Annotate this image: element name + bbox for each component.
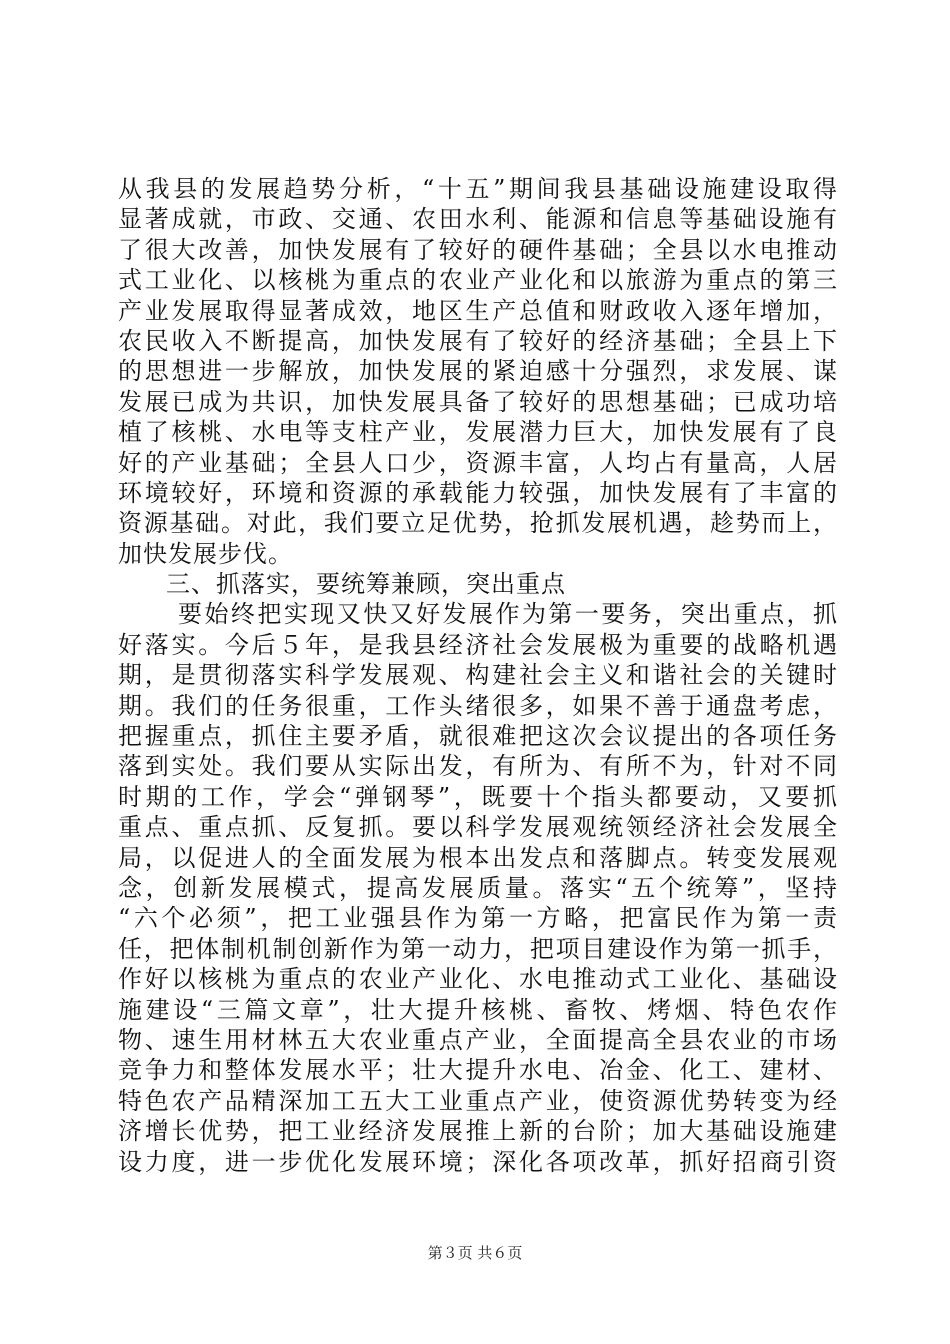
paragraph-first-line: 要始终把实现又快又好发展作为第一要务，突出重点，抓 <box>178 600 838 629</box>
text-line: 式工业化、以核桃为重点的农业产业化和以旅游为重点的第三 <box>118 266 838 295</box>
text-line: 时期的工作，学会“弹钢琴”，既要十个指头都要动，又要抓 <box>118 782 838 811</box>
body-text <box>118 174 838 1177</box>
text-line: 了很大改善，加快发展有了较好的硬件基础；全县以水电推动 <box>118 235 838 264</box>
text-line: 特色农产品精深加工五大工业重点产业，使资源优势转变为经 <box>118 1086 838 1115</box>
text-line: 重点、重点抓、反复抓。要以科学发展观统领经济社会发展全 <box>118 813 838 842</box>
text-line: 念，创新发展模式，提高发展质量。落实“五个统筹”，坚持 <box>118 873 838 902</box>
text-line: 期。我们的任务很重，工作头绪很多，如果不善于通盘考虑， <box>118 691 838 720</box>
text-line: 发展已成为共识，加快发展具备了较好的思想基础；已成功培 <box>118 387 838 416</box>
text-line: 植了核桃、水电等支柱产业，发展潜力巨大，加快发展有了良 <box>118 418 838 447</box>
text-line: 显著成就，市政、交通、农田水利、能源和信息等基础设施有 <box>118 205 838 234</box>
text-line: 设力度，进一步优化发展环境；深化各项改革，抓好招商引资 <box>118 1147 838 1176</box>
text-line: 物、速生用材林五大农业重点产业，全面提高全县农业的市场 <box>118 1025 838 1054</box>
text-line: 竞争力和整体发展水平；壮大提升水电、冶金、化工、建材、 <box>118 1056 838 1085</box>
text-line: 好的产业基础；全县人口少，资源丰富，人均占有量高，人居 <box>118 448 838 477</box>
text-line: 农民收入不断提高，加快发展有了较好的经济基础；全县上下 <box>118 326 838 355</box>
page-number-footer: 第３页 共６页 <box>427 1244 523 1262</box>
text-line: 落到实处。我们要从实际出发，有所为、有所不为，针对不同 <box>118 752 838 781</box>
text-line: 的思想进一步解放，加快发展的紧迫感十分强烈，求发展、谋 <box>118 357 838 386</box>
text-line: 把握重点，抓住主要矛盾，就很难把这次会议提出的各项任务 <box>118 722 838 751</box>
text-line: 期，是贯彻落实科学发展观、构建社会主义和谐社会的关键时 <box>118 661 838 690</box>
text-line: 加快发展步伐。 <box>118 539 293 568</box>
text-line: 从我县的发展趋势分析，“十五”期间我县基础设施建设取得 <box>118 175 838 203</box>
text-line: 作好以核桃为重点的农业产业化、水电推动式工业化、基础设 <box>118 965 838 994</box>
text-line: 济增长优势，把工业经济发展推上新的台阶；加大基础设施建 <box>118 1117 838 1146</box>
text-line: 资源基础。对此，我们要立足优势，抢抓发展机遇，趁势而上， <box>118 509 838 538</box>
text-line: 环境较好，环境和资源的承载能力较强，加快发展有了丰富的 <box>118 478 838 507</box>
section-heading: 三、抓落实，要统筹兼顾，突出重点 <box>166 570 566 599</box>
text-line: 局，以促进人的全面发展为根本出发点和落脚点。转变发展观 <box>118 843 838 872</box>
text-line: 任，把体制机制创新作为第一动力，把项目建设作为第一抓手， <box>118 934 838 963</box>
text-line: 产业发展取得显著成效，地区生产总值和财政收入逐年增加， <box>118 296 838 325</box>
text-line: 好落实。今后５年，是我县经济社会发展极为重要的战略机遇 <box>118 630 838 659</box>
text-line: 施建设“三篇文章”，壮大提升核桃、畜牧、烤烟、特色农作 <box>118 995 838 1024</box>
text-line: “六个必须”，把工业强县作为第一方略，把富民作为第一责 <box>118 904 838 933</box>
